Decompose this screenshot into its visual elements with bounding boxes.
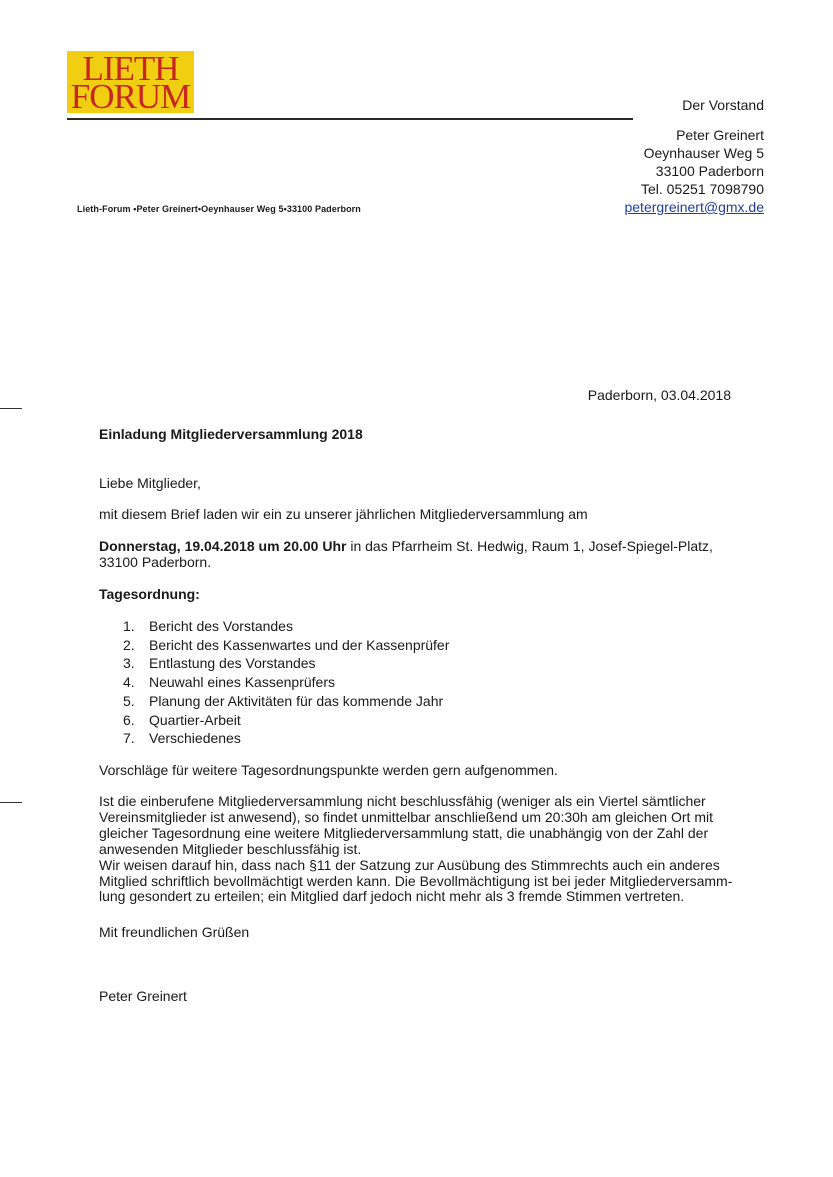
closing-phrase: Mit freundlichen Grüßen [99, 924, 250, 940]
salutation: Liebe Mitglieder, [99, 475, 201, 491]
department-label: Der Vorstand [682, 97, 764, 113]
agenda-item-text: Neuwahl eines Kassenprüfers [149, 674, 335, 691]
header-divider [67, 118, 633, 120]
fold-mark-top [0, 408, 22, 409]
logo-line-1: LIETH [82, 49, 179, 88]
fold-mark-bottom [0, 802, 22, 803]
agenda-item [99, 711, 449, 730]
agenda-item-number: 6. [123, 711, 135, 728]
logo-line-2: FORUM [70, 77, 191, 116]
return-address-line: Lieth-Forum •Peter Greinert•Oeynhauser Weg 5•33100 Paderborn [77, 204, 361, 214]
agenda-item-number: 3. [123, 655, 135, 672]
agenda-list [99, 617, 449, 748]
quorum-paragraph [99, 794, 759, 905]
quorum-line: gleicher Tagesordnung eine weitere Mitgliederversammlung statt, die unabhängig von der Zahl der [99, 824, 709, 841]
intro-paragraph: mit diesem Brief laden wir ein zu unserer jährlichen Mitgliederversammlung am [99, 506, 588, 522]
sender-city: 33100 Paderborn [655, 163, 764, 179]
quorum-line: Wir weisen darauf hin, dass nach §11 der Satzung zur Ausübung des Stimmrechts auch ein anderes [99, 856, 720, 873]
sender-name: Peter Greinert [676, 127, 764, 143]
meeting-place-line-2: 33100 Paderborn. [99, 554, 212, 570]
meeting-place-line-1: in das Pfarrheim St. Hedwig, Raum 1, Josef-Spiegel-Platz, [346, 538, 713, 554]
agenda-item-text: Bericht des Vorstandes [149, 618, 293, 634]
agenda-item-text: Quartier-Arbeit [149, 711, 241, 728]
agenda-item [99, 692, 449, 711]
quorum-line: Mitglied schriftlich bevollmächtigt werden kann. Die Bevollmächtigung ist bei jeder Mitgliederversamm- [99, 872, 733, 889]
agenda-item-text: Planung der Aktivitäten für das kommende Jahr [149, 692, 444, 709]
meeting-details [99, 538, 759, 570]
quorum-line: Ist die einberufene Mitgliederversammlung nicht beschlussfähig (weniger als ein Viertel sämtlicher [99, 793, 706, 809]
agenda-item-text: Entlastung des Vorstandes [149, 655, 316, 672]
agenda-item-number: 5. [123, 692, 135, 709]
agenda-item-number: 4. [123, 674, 135, 691]
agenda-item-text: Verschiedenes [149, 730, 241, 747]
proposals-note: Vorschläge für weitere Tagesordnungspunkte werden gern aufgenommen. [99, 762, 558, 778]
sender-street: Oeynhauser Weg 5 [643, 145, 764, 161]
agenda-item [99, 617, 449, 636]
quorum-line: lung gesondert zu erteilen; ein Mitglied darf jedoch nicht mehr als 3 fremde Stimmen vertreten. [99, 888, 685, 905]
meeting-date: Donnerstag, 19.04.2018 um 20.00 Uhr [99, 538, 347, 554]
agenda-heading: Tagesordnung: [99, 586, 200, 602]
sender-address-block [624, 126, 764, 216]
agenda-item-number: 2. [123, 636, 135, 653]
sender-phone: Tel. 05251 7098790 [641, 181, 764, 197]
agenda-item-number: 7. [123, 730, 135, 747]
letter-date: Paderborn, 03.04.2018 [587, 387, 731, 403]
agenda-item-number: 1. [123, 618, 135, 634]
letter-subject: Einladung Mitgliederversammlung 2018 [99, 426, 363, 442]
agenda-item [99, 636, 449, 655]
agenda-item [99, 654, 449, 673]
signature-name: Peter Greinert [99, 988, 187, 1004]
lieth-forum-logo [67, 49, 194, 116]
agenda-item [99, 729, 449, 748]
quorum-line: Vereinsmitglieder ist anwesend), so findet unmittelbar anschließend um 20:30h am gleichen Ort mit [99, 808, 713, 825]
quorum-line: anwesenden Mitglieder beschlussfähig ist. [99, 840, 362, 857]
agenda-item [99, 673, 449, 692]
agenda-item-text: Bericht des Kassenwartes und der Kassenprüfer [149, 636, 450, 653]
sender-email-link[interactable]: petergreinert@gmx.de [624, 199, 764, 215]
